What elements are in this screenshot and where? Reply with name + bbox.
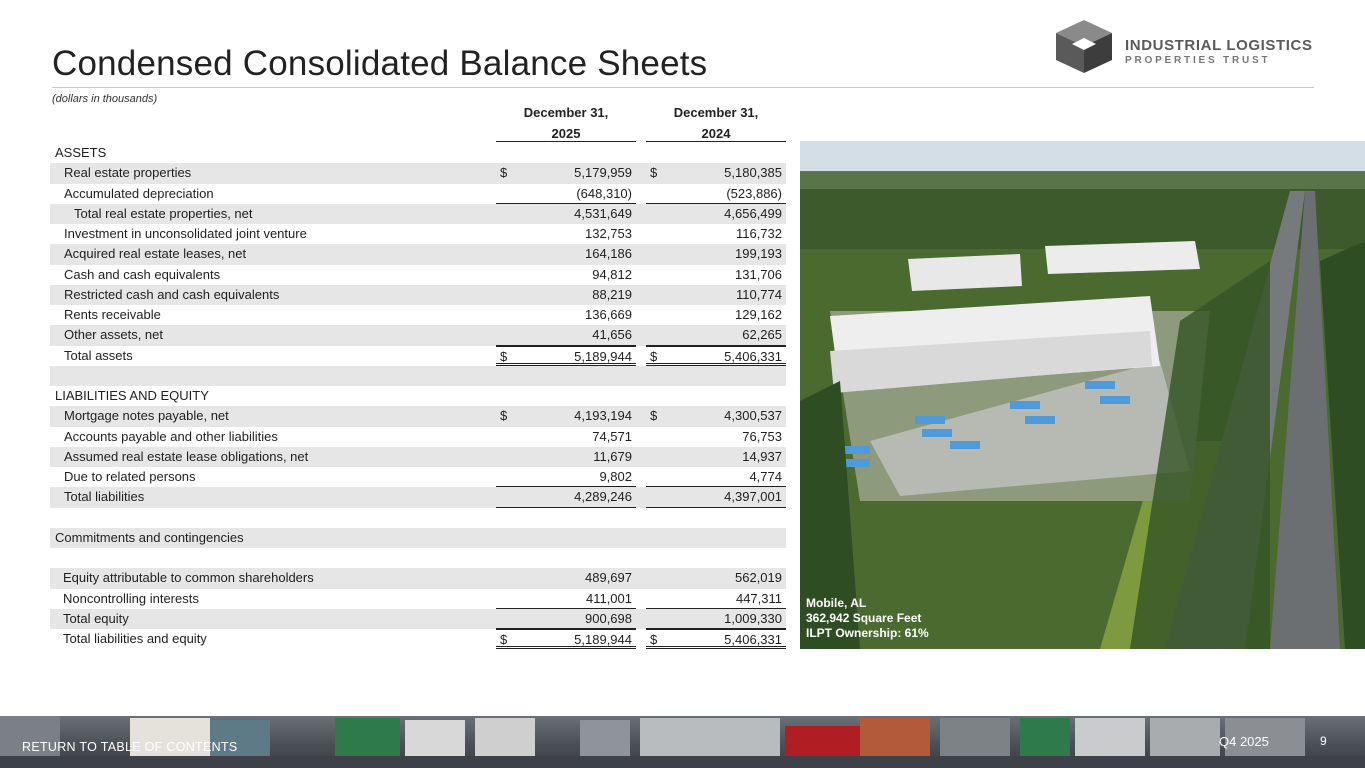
- row-value: 199,193: [735, 246, 782, 262]
- table-row: [50, 184, 786, 204]
- row-label: Noncontrolling interests: [63, 590, 199, 606]
- table-row: [50, 447, 786, 467]
- column-header-2025-line1: December 31,: [523, 105, 609, 120]
- column-header-2025-year: 2025: [551, 126, 581, 141]
- value-cell-2025: [496, 629, 636, 649]
- row-label: Acquired real estate leases, net: [64, 246, 247, 262]
- row-value: 489,697: [585, 570, 632, 586]
- value-cell-2024: [646, 467, 786, 487]
- row-label: Total equity: [63, 610, 129, 626]
- row-label: Total assets: [64, 347, 133, 363]
- row-label: Commitments and contingencies: [55, 529, 244, 545]
- row-value: 5,180,385: [724, 165, 782, 181]
- table-row: [50, 163, 786, 183]
- row-value: 136,669: [585, 307, 632, 322]
- value-cell-2025: [496, 568, 636, 588]
- table-row: [50, 589, 786, 609]
- value-cell-2025: [496, 305, 636, 325]
- value-cell-2025: [496, 163, 636, 183]
- value-cell-2025: [496, 609, 636, 629]
- row-value: 4,656,499: [724, 205, 782, 221]
- row-label: Due to related persons: [64, 469, 196, 484]
- row-label: Investment in unconsolidated joint venture: [64, 226, 307, 241]
- units-note: (dollars in thousands): [52, 93, 158, 105]
- row-value: 4,397,001: [724, 489, 782, 505]
- value-cell-2024: [646, 427, 786, 447]
- row-value: 41,656: [592, 327, 632, 343]
- row-value: 4,289,246: [574, 489, 632, 505]
- row-value: 129,162: [735, 307, 782, 322]
- row-value: (523,886): [726, 185, 782, 201]
- value-cell-2024: [646, 184, 786, 204]
- currency-symbol: $: [500, 348, 508, 364]
- value-cell-2024: [646, 487, 786, 507]
- column-header-rule: [646, 141, 786, 142]
- value-cell-2024: [646, 265, 786, 285]
- logo-mark-icon: [1054, 19, 1114, 75]
- row-value: 88,219: [592, 286, 632, 302]
- currency-symbol: $: [650, 348, 658, 364]
- row-label: LIABILITIES AND EQUITY: [55, 388, 209, 403]
- row-label: ASSETS: [55, 145, 107, 160]
- row-label: Rents receivable: [64, 307, 161, 322]
- table-row: [50, 366, 786, 386]
- page-number: 9: [1320, 734, 1327, 748]
- value-cell-2024: [646, 406, 786, 426]
- value-cell-2025: [496, 224, 636, 244]
- return-to-toc-link[interactable]: RETURN TO TABLE OF CONTENTS: [22, 740, 238, 754]
- value-cell-2025: [496, 447, 636, 467]
- value-cell-2024: [646, 325, 786, 345]
- row-value: 94,812: [592, 266, 632, 282]
- row-value: 5,406,331: [724, 348, 782, 364]
- value-cell-2025: [496, 346, 636, 366]
- photo-caption-location: Mobile, AL: [806, 596, 867, 610]
- footer-quarter: Q4 2025: [1219, 734, 1269, 749]
- value-cell-2025: [496, 244, 636, 264]
- row-label: Equity attributable to common shareholders: [63, 570, 314, 586]
- value-cell-2024: [646, 285, 786, 305]
- table-row: [50, 629, 786, 649]
- row-value: 131,706: [735, 266, 782, 282]
- row-label: Accounts payable and other liabilities: [64, 428, 278, 444]
- row-value: 900,698: [585, 610, 632, 626]
- row-value: 11,679: [593, 448, 632, 464]
- row-value: 447,311: [735, 590, 782, 606]
- table-row: [50, 204, 786, 224]
- row-value: 1,009,330: [724, 610, 782, 626]
- currency-symbol: $: [650, 408, 658, 424]
- row-label: Total liabilities: [64, 489, 145, 505]
- row-label: Real estate properties: [64, 165, 192, 181]
- page-title: Condensed Consolidated Balance Sheets: [52, 44, 708, 83]
- row-value: 5,189,944: [574, 632, 632, 647]
- row-value: 132,753: [585, 226, 632, 241]
- value-cell-2024: [646, 609, 786, 629]
- row-label: Cash and cash equivalents: [64, 266, 221, 282]
- value-cell-2025: [496, 487, 636, 507]
- value-cell-2025: [496, 184, 636, 204]
- table-row: [50, 427, 786, 447]
- value-cell-2024: [646, 163, 786, 183]
- row-label: Total liabilities and equity: [63, 631, 207, 646]
- currency-symbol: $: [650, 632, 658, 647]
- row-value: 4,774: [749, 469, 782, 484]
- value-cell-2024: [646, 244, 786, 264]
- balance-sheet-table: [50, 143, 786, 649]
- value-cell-2025: [496, 406, 636, 426]
- row-value: 5,179,959: [574, 165, 632, 181]
- aerial-scene-illustration: [800, 141, 1365, 649]
- value-cell-2024: [646, 346, 786, 366]
- row-value: 4,193,194: [574, 408, 632, 424]
- row-value: 5,189,944: [574, 348, 632, 364]
- row-label: Mortgage notes payable, net: [64, 408, 229, 424]
- value-cell-2024: [646, 447, 786, 467]
- table-row: [50, 609, 786, 629]
- value-cell-2025: [496, 265, 636, 285]
- value-cell-2025: [496, 285, 636, 305]
- table-row: [50, 508, 786, 528]
- currency-symbol: $: [500, 632, 508, 647]
- table-row: [50, 386, 786, 406]
- value-cell-2025: [496, 589, 636, 609]
- currency-symbol: $: [650, 165, 658, 181]
- value-cell-2024: [646, 204, 786, 224]
- value-cell-2024: [646, 305, 786, 325]
- column-header-rule: [496, 141, 636, 142]
- table-row: [50, 548, 786, 568]
- value-cell-2025: [496, 427, 636, 447]
- photo-caption: [806, 596, 929, 641]
- value-cell-2024: [646, 589, 786, 609]
- row-label: Total real estate properties, net: [74, 205, 253, 221]
- table-row: [50, 224, 786, 244]
- table-row: [50, 143, 786, 163]
- table-row: [50, 528, 786, 548]
- row-label: Accumulated depreciation: [64, 185, 214, 201]
- property-aerial-photo: [800, 141, 1365, 649]
- row-value: 4,531,649: [574, 205, 632, 221]
- value-cell-2025: [496, 204, 636, 224]
- row-value: 411,001: [585, 590, 632, 606]
- table-row: [50, 487, 786, 507]
- photo-caption-size: 362,942 Square Feet: [806, 611, 922, 625]
- row-label: Assumed real estate lease obligations, net: [64, 448, 309, 464]
- table-row: [50, 467, 786, 487]
- table-row: [50, 265, 786, 285]
- title-divider: [52, 87, 1314, 88]
- column-header-2024-line1: December 31,: [673, 105, 759, 120]
- table-row: [50, 285, 786, 305]
- row-value: 74,571: [592, 428, 632, 444]
- row-value: 110,774: [735, 286, 782, 302]
- logo-tagline: PROPERTIES TRUST: [1125, 55, 1271, 66]
- table-row: [50, 346, 786, 366]
- value-cell-2024: [646, 629, 786, 649]
- row-label: Restricted cash and cash equivalents: [64, 286, 280, 302]
- value-cell-2025: [496, 325, 636, 345]
- row-value: 62,265: [742, 327, 782, 343]
- footer-banner: [0, 716, 1365, 768]
- logo-wordmark: INDUSTRIAL LOGISTICS: [1125, 37, 1313, 54]
- value-cell-2025: [496, 467, 636, 487]
- row-label: Other assets, net: [64, 327, 163, 343]
- company-logo: [1054, 19, 1324, 75]
- table-row: [50, 244, 786, 264]
- column-header-2024-year: 2024: [701, 126, 731, 141]
- photo-caption-ownership: ILPT Ownership: 61%: [806, 626, 929, 640]
- value-cell-2024: [646, 224, 786, 244]
- row-value: 76,753: [742, 428, 782, 444]
- value-cell-2024: [646, 568, 786, 588]
- row-value: 164,186: [585, 246, 632, 262]
- table-row: [50, 325, 786, 345]
- row-value: 5,406,331: [724, 632, 782, 647]
- row-value: 9,802: [599, 469, 632, 484]
- currency-symbol: $: [500, 165, 508, 181]
- table-row: [50, 406, 786, 426]
- row-value: 116,732: [735, 226, 782, 241]
- row-value: (648,310): [576, 185, 632, 201]
- row-value: 562,019: [735, 570, 782, 586]
- row-value: 4,300,537: [724, 408, 782, 424]
- table-row: [50, 568, 786, 588]
- table-row: [50, 305, 786, 325]
- currency-symbol: $: [500, 408, 508, 424]
- row-value: 14,937: [742, 448, 782, 464]
